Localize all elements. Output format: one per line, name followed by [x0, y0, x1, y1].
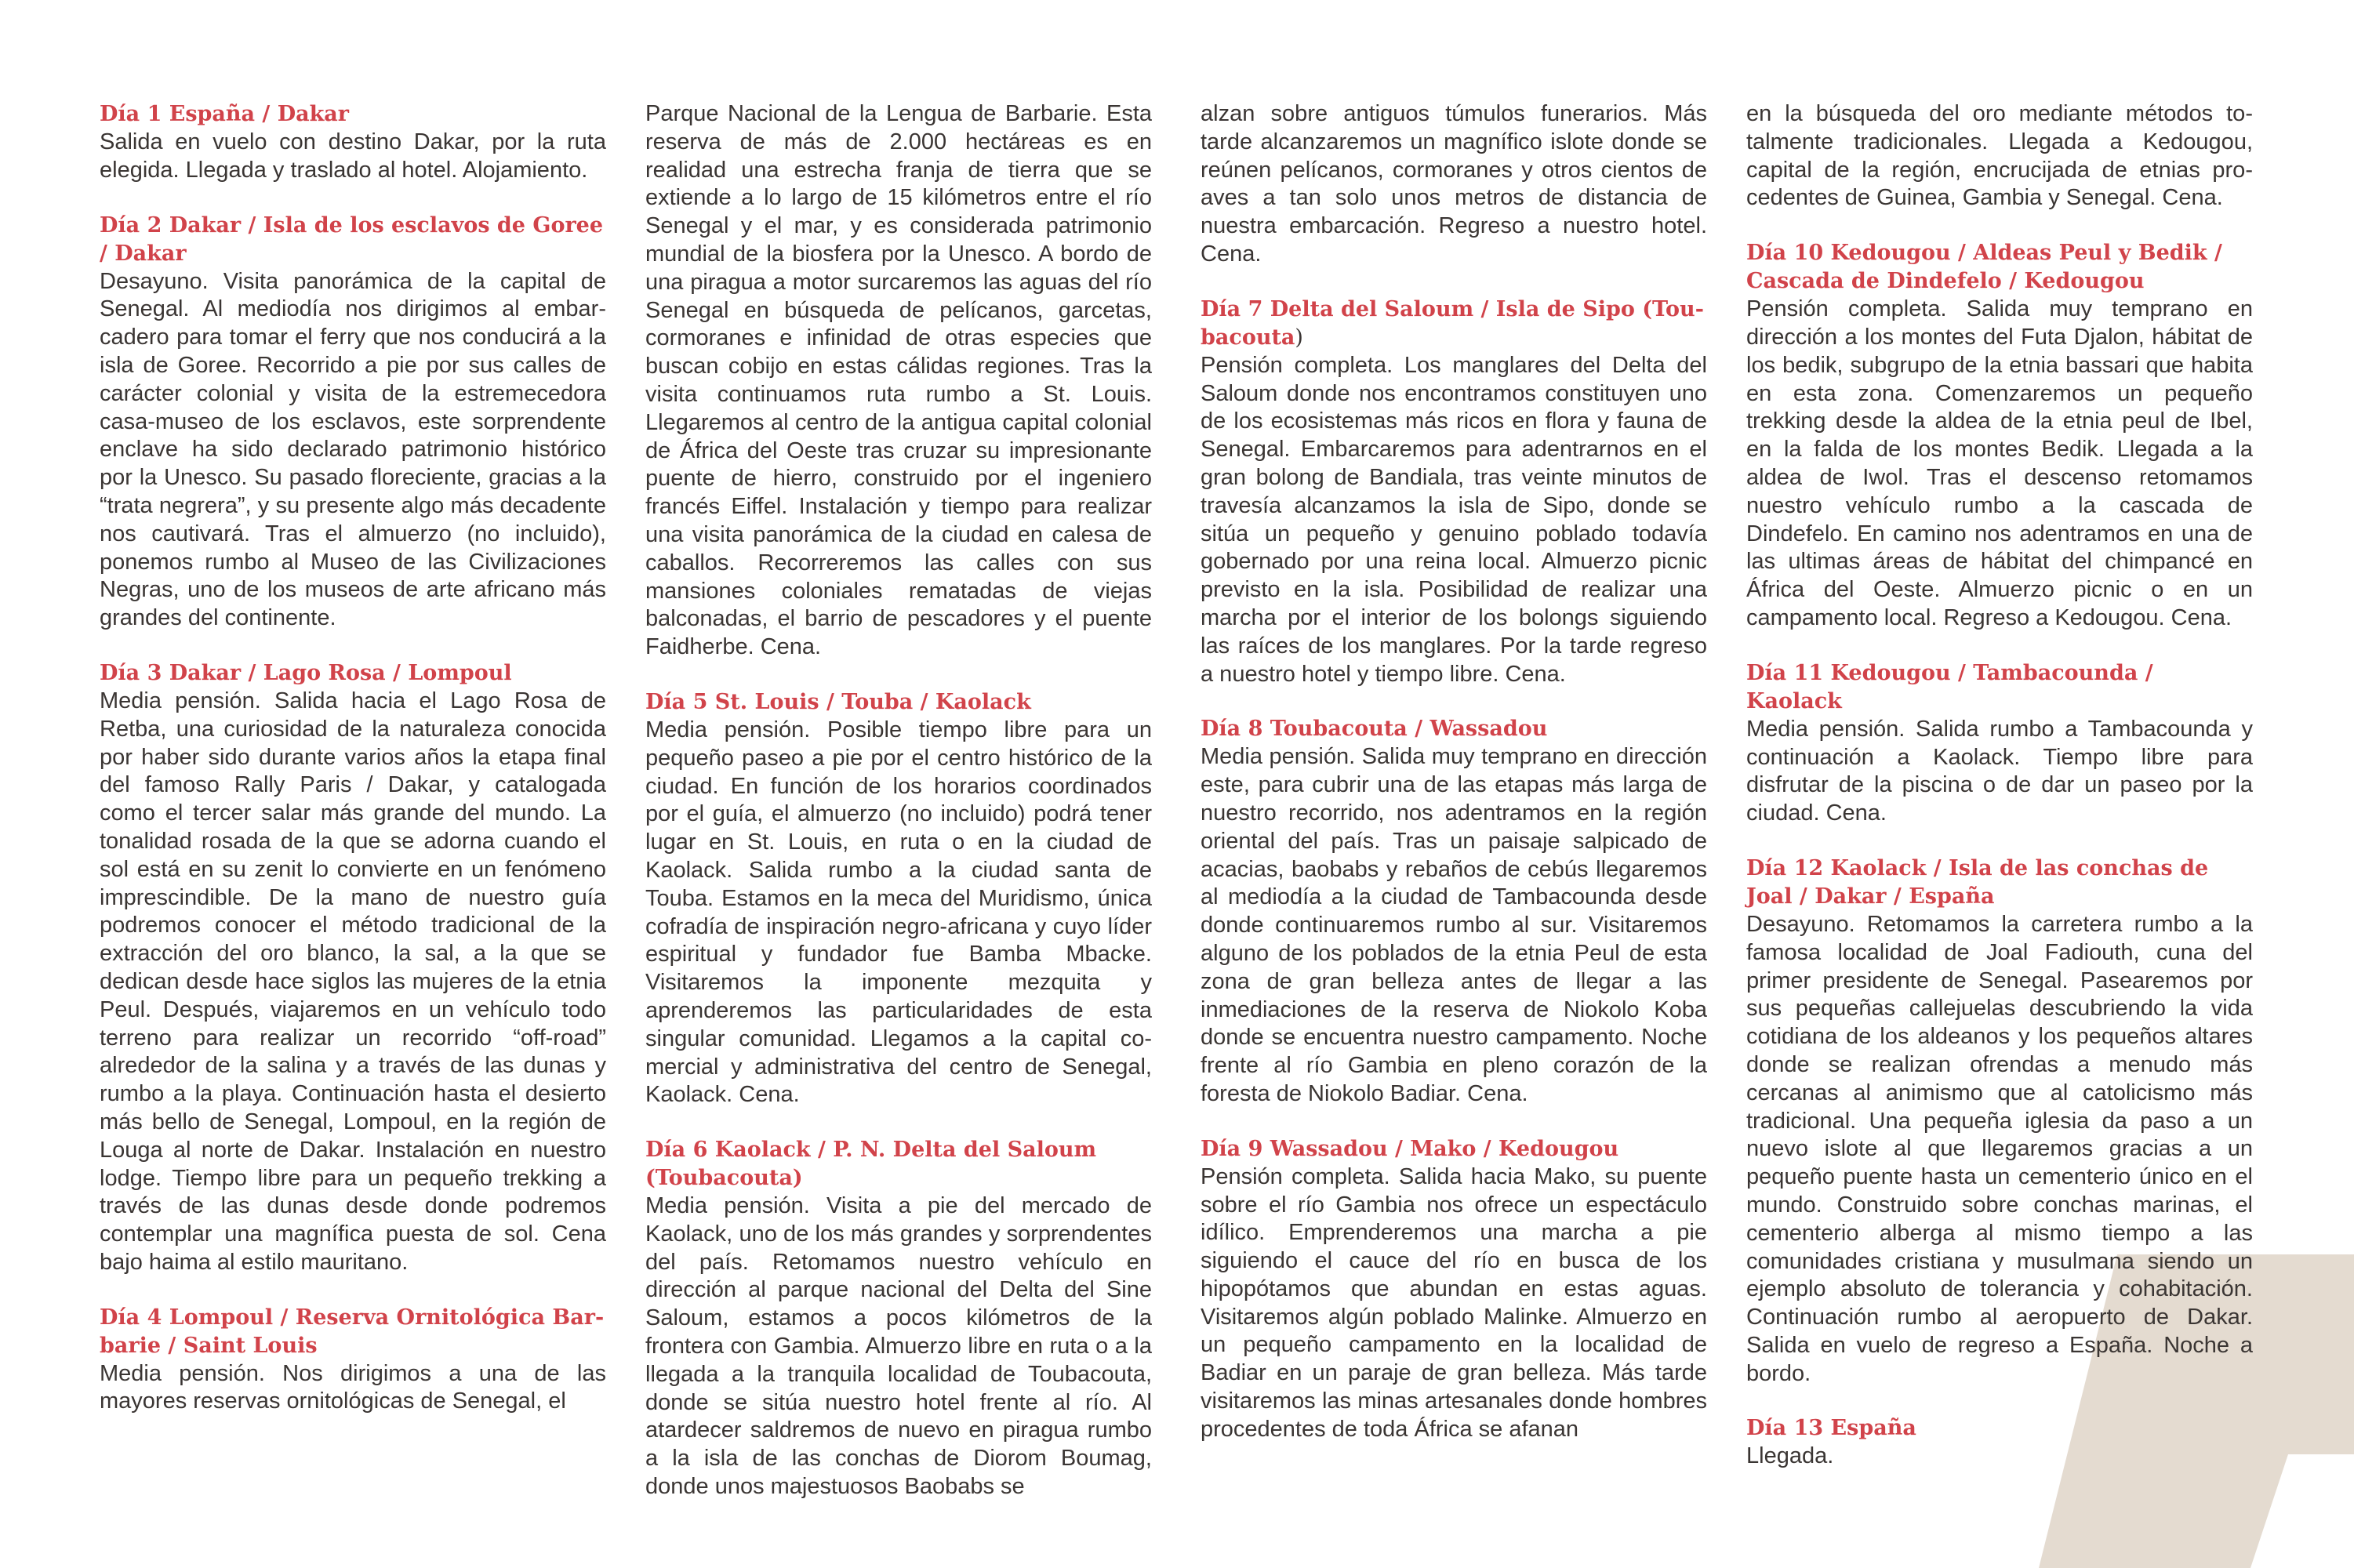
day-2 [100, 212, 606, 633]
day-description: Pensión completa. Los manglares del Delta del Saloum donde nos encontramos constituyen uno de los ecosistemas más ricos en flora y fauna de Senegal. Embarcaremos para adentrarnos en el gran bolong de Bandiala, tras veinte minutos de travesía alcanzamos la isla de Sipo, donde se sitúa un pequeño y genuino poblado todavía gobernado por una reina local. Almuerzo picnic previsto en la isla. Posibilidad de realizar una marcha por el interior de los bolongs siguiendo las raíces de los manglares. Por la tarde regreso a nuestro hotel y tiempo libre. Cena. [1201, 352, 1707, 687]
day-description: Llegada. [1746, 1443, 1834, 1469]
day-description: Pensión completa. Salida muy temprano en dirección a los montes del Futa Djalon, hábitat de los bedik, subgrupo de la etnia bassari que habita en esta zona. Comenzaremos un pequeño trekking desde la aldea de la etnia peul de Ibel, en la falda de los montes Bedik. Llegada a la aldea de Iwol. Tras el descenso retomamos nuestro vehículo rumbo a la cascada de Dindefelo. En camino nos adentramos en una de las ultimas áreas de hábitat del chimpancé en África del Oeste. Almuerzo picnic o en un campamento local. Regreso a Kedougou. Cena. [1746, 296, 2253, 630]
itinerary-columns [0, 100, 2354, 1559]
day-description: Media pensión. Visita a pie del mercado de Kaolack, uno de los más grandes y sorprendentes del país. Retomamos nuestro vehículo en dirección al parque nacional del Delta del Sine Saloum, estamos a pocos kilómetros de la frontera con Gambia. Almuerzo libre en ruta o a la llegada a la tranquila localidad de Toubacouta, donde se sitúa nuestro hotel frente al río. Al atardecer saldremos de nuevo en piragua rumbo a la isla de las conchas de Diorom Boumag, donde unos majestuosos Baobabs se [645, 1193, 1152, 1500]
day-13 [1746, 1414, 2253, 1471]
day-7 [1201, 296, 1707, 689]
column-1 [100, 100, 606, 1443]
day-title: Día 1 España / Dakar [100, 102, 350, 126]
day-title: Día 12 Kaolack / Isla de las conchas de Joal / Dakar / España [1746, 855, 2209, 909]
continued-text: Parque Nacional de la Lengua de Barbarie. Esta reserva de más de 2.000 hectáreas es en realidad una estrecha franja de tierra que se extiende a lo largo de 15 kilómetros entre el río Senegal y el mar, y es considerada patrimonio mundial de la biosfera por la Unesco. A bordo de una piragua a motor surcaremos las aguas del río Senegal en búsqueda de pelícanos, garcetas, cormoranes e infinidad de otras especies que buscan cobijo en estas cálidas regiones. Tras la visita continuamos ruta rumbo a St. Louis. Llegaremos al centro de la antigua capital colonial de África del Oeste tras cruzar su impresionante puente de hierro, construido por el ingeniero francés Eiffel. Instalación y tiempo para realizar una visita panorámica de la ciudad en calesa de caballos. Recorreremos las calles con sus mansiones coloniales rematadas de viejas balconadas, el barrio de pescadores y el puente Faidherbe. Cena. [645, 101, 1152, 660]
day-1 [100, 100, 606, 185]
day-description: Media pensión. Salida muy temprano en dirección este, para cubrir una de las etapas más larga de nuestro recorrido, nos adentramos en la región oriental del país. Tras un paisaje salpicado de acacias, baobabs y rebaños de cebús llegaremos al mediodía a la ciudad de Tambacounda desde donde continuaremos rumbo al sur. Visitaremos alguno de los poblados de la etnia Peul de esta zona de gran belleza antes de llegar a las inmediaciones de la reserva de Niokolo Koba donde se encuentra nuestro campamento. Noche frente al río Gambia en pleno corazón de la foresta de Niokolo Badiar. Cena. [1201, 744, 1707, 1106]
day-description: Media pensión. Salida hacia el Lago Rosa de Retba, una curiosidad de la naturaleza conocida por haber sido durante varios años la etapa final del famoso Rally Paris / Dakar, y catalogada como el tercer salar más grande del mundo. La tonalidad rosada de la que se adorna cuando el sol está en su zenit lo convierte en un fenómeno imprescindible. De la mano de nuestro guía podremos conocer el método tradicional de la extracción del oro blanco, la sal, a la que se dedican desde hace siglos las mujeres de la etnia Peul. Después, viajaremos en un vehículo todo terreno para realizar un recorrido “off-road” alrededor de la salina y a través de las dunas y rumbo a la playa. Continuación hasta el desierto más bello de Senegal, Lompoul, en la región de Louga al norte de Dakar. Instalación en nuestro lodge. Tiempo libre para un pequeño trekking a través de las dunas desde donde podremos contemplar una magnífica puesta de sol. Cena bajo haima al estilo mauritano. [100, 688, 606, 1275]
day-9 [1201, 1135, 1707, 1444]
day-5 [645, 688, 1152, 1109]
day-description: Desayuno. Visita panorámica de la capital de Senegal. Al mediodía nos dirigimos al embarcadero para tomar el ferry que nos conducirá a la isla de Goree. Recorrido a pie por sus calles de carácter colonial y visita de la estremecedora casa-museo de los esclavos, este sorprendente enclave ha sido declarado patrimonio histórico por la Unesco. Su pasado floreciente, gracias a la “trata negrera”, y su presente algo más decadente nos cautivará. Tras el almuerzo (no incluido), ponemos rumbo al Museo de las Civilizaciones Negras, uno de los museos de arte africano más grandes del continente. [100, 268, 606, 631]
day-6 [645, 1136, 1152, 1501]
day-11 [1746, 659, 2253, 828]
column-3 [1201, 100, 1707, 1471]
day-description: Salida en vuelo con destino Dakar, por la ruta elegida. Llegada y traslado al hotel. Alojamiento. [100, 129, 606, 183]
day-title: Día 6 Kaolack / P. N. Delta del Saloum (Toubacouta) [645, 1138, 1097, 1191]
day-10 [1746, 239, 2253, 633]
day-description: Media pensión. Posible tiempo libre para un pequeño paseo a pie por el centro histórico de la ciudad. En función de los horarios coordinados por el guía, el almuerzo (no incluido) podrá tener lugar en St. Louis, en ruta o en la ciudad de Kaolack. Salida rumbo a la ciudad santa de Touba. Estamos en la meca del Muridismo, única cofradía de inspiración negro-africana y cuyo líder espiritual y fundador fue Bamba Mbacke. Visitaremos la imponente mezquita y aprenderemos las particularidades de esta singular comunidad. Llegamos a la capital comercial y administrativa del centro de Senegal, Kaolack. Cena. [645, 717, 1152, 1108]
day-description: Pensión completa. Salida hacia Mako, su puente sobre el río Gambia nos ofrece un espectáculo idílico. Emprenderemos una marcha a pie siguiendo el cauce del río en busca de los hipopótamos que abundan en estas aguas. Visitaremos algún poblado Malinke. Almuerzo en un pequeño campamento en la localidad de Badiar en un paraje de gran belleza. Más tarde visitaremos las minas artesanales donde hombres procedentes de toda África se afanan [1201, 1163, 1707, 1442]
column-4 [1746, 100, 2253, 1497]
day-description: Desayuno. Retomamos la carretera rumbo a la famosa localidad de Joal Fadiouth, cuna del primer presidente de Senegal. Pasearemos por sus pequeñas callejuelas descubriendo la vida cotidiana de los aldeanos y los pequeños altares donde se realizan ofrendas a menudo más cercanas al animismo que al catolicismo más tradicional. Una pequeña iglesia da paso a un nuevo islote al que llegaremos gracias a un pequeño puente hasta un cementerio único en el mundo. Construido sobre conchas marinas, el cementerio alberga al mismo tiempo a las comunidades cristiana y musulmana siendo un ejemplo absoluto de tolerancia y cohabitación. Continuación rumbo al aeropuerto de Dakar. Salida en vuelo de regreso a España. Noche a bordo. [1746, 911, 2253, 1386]
day-title: Día 8 Toubacouta / Wassadou [1201, 717, 1548, 742]
day-title: Día 3 Dakar / Lago Rosa / Lompoul [100, 660, 512, 685]
day-description: Media pensión. Nos dirigimos a una de las mayores reservas ornitológicas de Senegal, el [100, 1360, 606, 1414]
day-title [1201, 296, 1707, 352]
day-3 [100, 659, 606, 1277]
day-title: Día 4 Lompoul / Reserva Ornitológica Barbarie / Saint Louis [100, 1305, 605, 1358]
day-title-suffix: ) [1295, 325, 1303, 350]
day-title-text: Día 7 Delta del Saloum / Isla de Sipo (Toubacouta [1201, 296, 1704, 350]
day-title: Día 10 Kedougou / Aldeas Peul y Bedik / Cascada de Dindefelo / Kedougou [1746, 241, 2222, 294]
day-title: Día 5 St. Louis / Touba / Kaolack [645, 689, 1031, 714]
day-8 [1201, 715, 1707, 1108]
day-title: Día 11 Kedougou / Tambacounda / Kaolack [1746, 660, 2153, 713]
day-title: Día 2 Dakar / Isla de los esclavos de Goree / Dakar [100, 212, 604, 266]
day-description: Media pensión. Salida rumbo a Tambacounda y continuación a Kaolack. Tiempo libre para disfrutar de la piscina o de dar un paseo por la ciudad. Cena. [1746, 716, 2253, 826]
day-12 [1746, 855, 2253, 1388]
day-title: Día 13 España [1746, 1416, 1916, 1441]
column-2 [645, 100, 1152, 1528]
continued-text: en la búsqueda del oro mediante métodos totalmente tradicionales. Llegada a Kedougou, capital de la región, encrucijada de etnias procedentes de Guinea, Gambia y Senegal. Cena. [1746, 101, 2253, 211]
day-4 [100, 1304, 606, 1417]
day-title: Día 9 Wassadou / Mako / Kedougou [1201, 1136, 1619, 1161]
continued-text: alzan sobre antiguos túmulos funerarios. Más tarde alcanzaremos un magnífico islote donde se reúnen pelícanos, cormoranes y otros cientos de aves a tan solo unos metros de distancia de nuestra embarcación. Regreso a nuestro hotel. Cena. [1201, 101, 1707, 267]
